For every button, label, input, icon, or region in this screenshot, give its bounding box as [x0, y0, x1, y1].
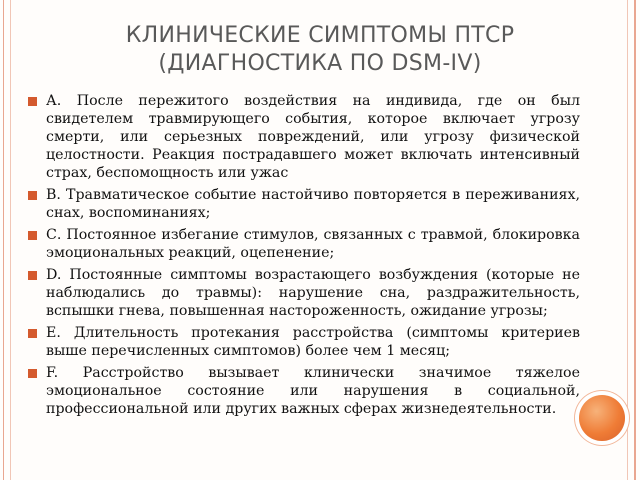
criteria-list [28, 92, 580, 422]
list-item-b [28, 186, 580, 222]
slide-title-line-2: (ДИАГНОСТИКА ПО DSM-IV) [158, 51, 482, 76]
left-border-inner-line [10, 0, 11, 480]
list-item-c [28, 226, 580, 262]
square-bullet-icon [28, 369, 37, 378]
list-item-f [28, 364, 580, 418]
square-bullet-icon [28, 231, 37, 240]
square-bullet-icon [28, 191, 37, 200]
list-item-text: Е. Длительность протекания расстройства (симптомы критериев выше перечисленных симптомов) более чем 1 месяц; [46, 325, 580, 359]
list-item-text: В. Травматическое событие настойчиво повторяется в переживаниях, снах, воспоминаниях; [46, 187, 580, 221]
right-border-line [634, 0, 636, 480]
left-border-line [3, 0, 4, 480]
right-border-inner-line [627, 0, 628, 480]
list-item-e [28, 324, 580, 360]
list-item-d [28, 266, 580, 320]
list-item-text: А. После пережитого воздействия на индивида, где он был свидетелем травмирующего события, которое включает угрозу смерти, или серьезных повреждений, или угрозу физической целостности. Реакция пострадавшего может включать интенсивный страх, беспомощность или ужас [46, 93, 580, 181]
slide-title [30, 22, 610, 78]
list-item-text: F. Расстройство вызывает клинически значимое тяжелое эмоциональное состояние или нарушения в социальной, профессиональной или других важных сферах жизнедеятельности. [46, 365, 580, 417]
square-bullet-icon [28, 97, 37, 106]
square-bullet-icon [28, 329, 37, 338]
list-item-text: D. Постоянные симптомы возрастающего возбуждения (которые не наблюдались до травмы): нарушение сна, раздражительность, вспышки гнева, повышенная настороженность, ожидание угрозы; [46, 267, 580, 319]
decorative-orange-circle-icon [579, 395, 625, 441]
slide-title-line-1: КЛИНИЧЕСКИЕ СИМПТОМЫ ПТСР [125, 23, 515, 48]
square-bullet-icon [28, 271, 37, 280]
list-item-a [28, 92, 580, 182]
list-item-text: С. Постоянное избегание стимулов, связанных с травмой, блокировка эмоциональных реакций, оцепенение; [46, 227, 580, 261]
